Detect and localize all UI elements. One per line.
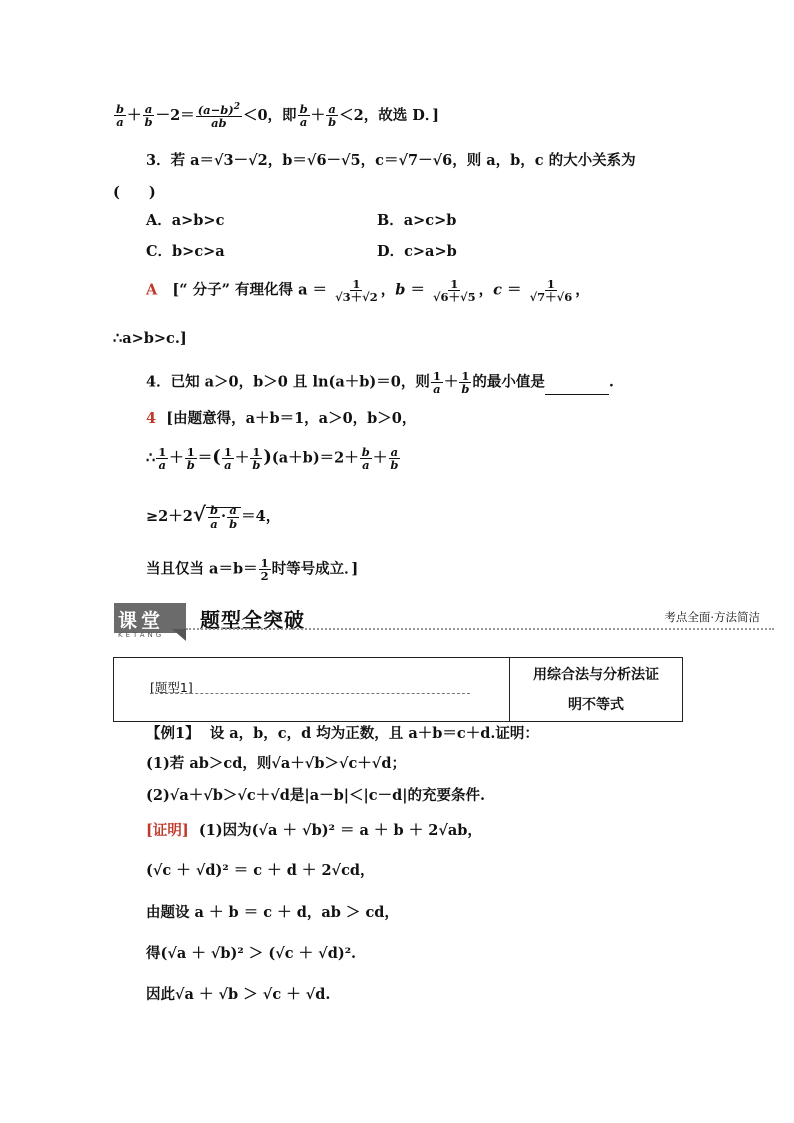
option-b: B．a>c>b xyxy=(377,212,457,229)
section-subtitle: 考点全面·方法简洁 xyxy=(664,610,760,624)
fraction-a-over-b-2: $\frac{a}{b}$ xyxy=(328,102,337,130)
option-c: C．b>c>a xyxy=(146,243,225,260)
solution-line-1: $\frac{b}{a}$ ＋ $\frac{a}{b}$ －2＝ $\frac{(a-b)^2}{ab}$ ＜0，即 $\frac{b}{a}$ ＋ $\frac{a}{b}$ ＜2，故选 D．] xyxy=(116,102,439,130)
question-3-stem: 3．若 a＝√3－√2，b＝√6－√5，c＝√7－√6，则 a，b，c 的大小关系为 xyxy=(146,152,636,169)
question-4-solution-4: 当且仅当 a＝b＝ $\frac{1}{2}$ 时等号成立．] xyxy=(146,556,359,584)
question-4-solution-1: 4 [由题意得，a＋b＝1，a＞0，b＞0， xyxy=(146,410,417,427)
question-4-solution-3: ≥2＋2√ $\frac{b}{a}$ · $\frac{a}{b}$ ＝4， xyxy=(146,502,281,531)
proof-step-3: 由题设 a ＋ b ＝ c ＋ d，ab ＞ cd， xyxy=(146,904,399,921)
proof-tag: [证明] xyxy=(146,822,189,839)
section-banner: 课堂 KETANG 题型全突破 考点全面·方法简洁 xyxy=(114,601,774,641)
question-4-solution-2: ∴ $\frac{1}{a}$ ＋ $\frac{1}{b}$ ＝( $\frac{1}{a}$ ＋ $\frac{1}{b}$ )(a＋b)＝2＋ $\frac{b}{a}$ ＋ $\frac{a}{b}$ xyxy=(146,445,399,473)
proof-step-5: 因此√a ＋ √b ＞ √c ＋ √d. xyxy=(146,986,331,1003)
question-3-solution: A [“ 分子” 有理化得 a ＝ $\frac{1}{√3+√2}$ ，b ＝ $\frac{1}{√6+√5}$ ，c ＝ $\frac{1}{√7+√6}$ ， xyxy=(146,277,590,305)
fraction-b-over-a: $\frac{b}{a}$ xyxy=(116,102,125,130)
fraction-a-over-b: $\frac{a}{b}$ xyxy=(144,102,153,130)
question-3-paren: ( ) xyxy=(113,184,156,201)
question-type-box xyxy=(113,657,683,722)
section-badge: 课堂 xyxy=(114,603,186,633)
example-1-stem: 【例1】 设 a，b，c，d 均为正数，且 a＋b＝c＋d.证明： xyxy=(146,725,539,742)
answer-blank xyxy=(545,382,609,395)
section-divider xyxy=(186,628,774,630)
b-fraction: $\frac{1}{√6+√5}$ xyxy=(433,277,476,305)
example-1-part-1: (1)若 ab＞cd，则√a＋√b＞√c＋√d； xyxy=(146,755,406,772)
proof-step-2: (√c ＋ √d)² ＝ c ＋ d ＋ 2√cd， xyxy=(146,862,375,879)
answer-letter: A xyxy=(146,281,158,299)
badge-corner-icon xyxy=(172,629,186,641)
section-title: 题型全突破 xyxy=(200,608,305,632)
answer-value: 4 xyxy=(146,410,157,427)
question-4-stem: 4．已知 a＞0，b＞0 且 ln(a＋b)＝0，则 $\frac{1}{a}$ ＋ $\frac{1}{b}$ 的最小值是 . xyxy=(146,369,614,397)
type-label: [题型1] xyxy=(150,680,193,695)
a-fraction: $\frac{1}{√3+√2}$ xyxy=(335,277,378,305)
example-1-part-2: (2)√a＋√b＞√c＋√d是|a－b|＜|c－d|的充要条件. xyxy=(146,787,486,804)
type-title: 用综合法与分析法证 明不等式 xyxy=(533,667,659,713)
type-label-underline xyxy=(150,693,470,694)
option-a: A．a>b>c xyxy=(146,212,225,229)
proof-step-1: [证明] (1)因为(√a ＋ √b)² ＝ a ＋ b ＋ 2√ab， xyxy=(146,822,482,839)
question-3-conclusion: ∴a>b>c.] xyxy=(113,330,187,347)
fraction-square-over-ab: $\frac{(a-b)^2}{ab}$ xyxy=(197,102,240,130)
proof-step-4: 得(√a ＋ √b)² ＞ (√c ＋ √d)². xyxy=(146,945,357,962)
c-fraction: $\frac{1}{√7+√6}$ xyxy=(529,277,573,305)
fraction-b-over-a-2: $\frac{b}{a}$ xyxy=(299,102,308,130)
option-d: D．c>a>b xyxy=(377,243,457,260)
